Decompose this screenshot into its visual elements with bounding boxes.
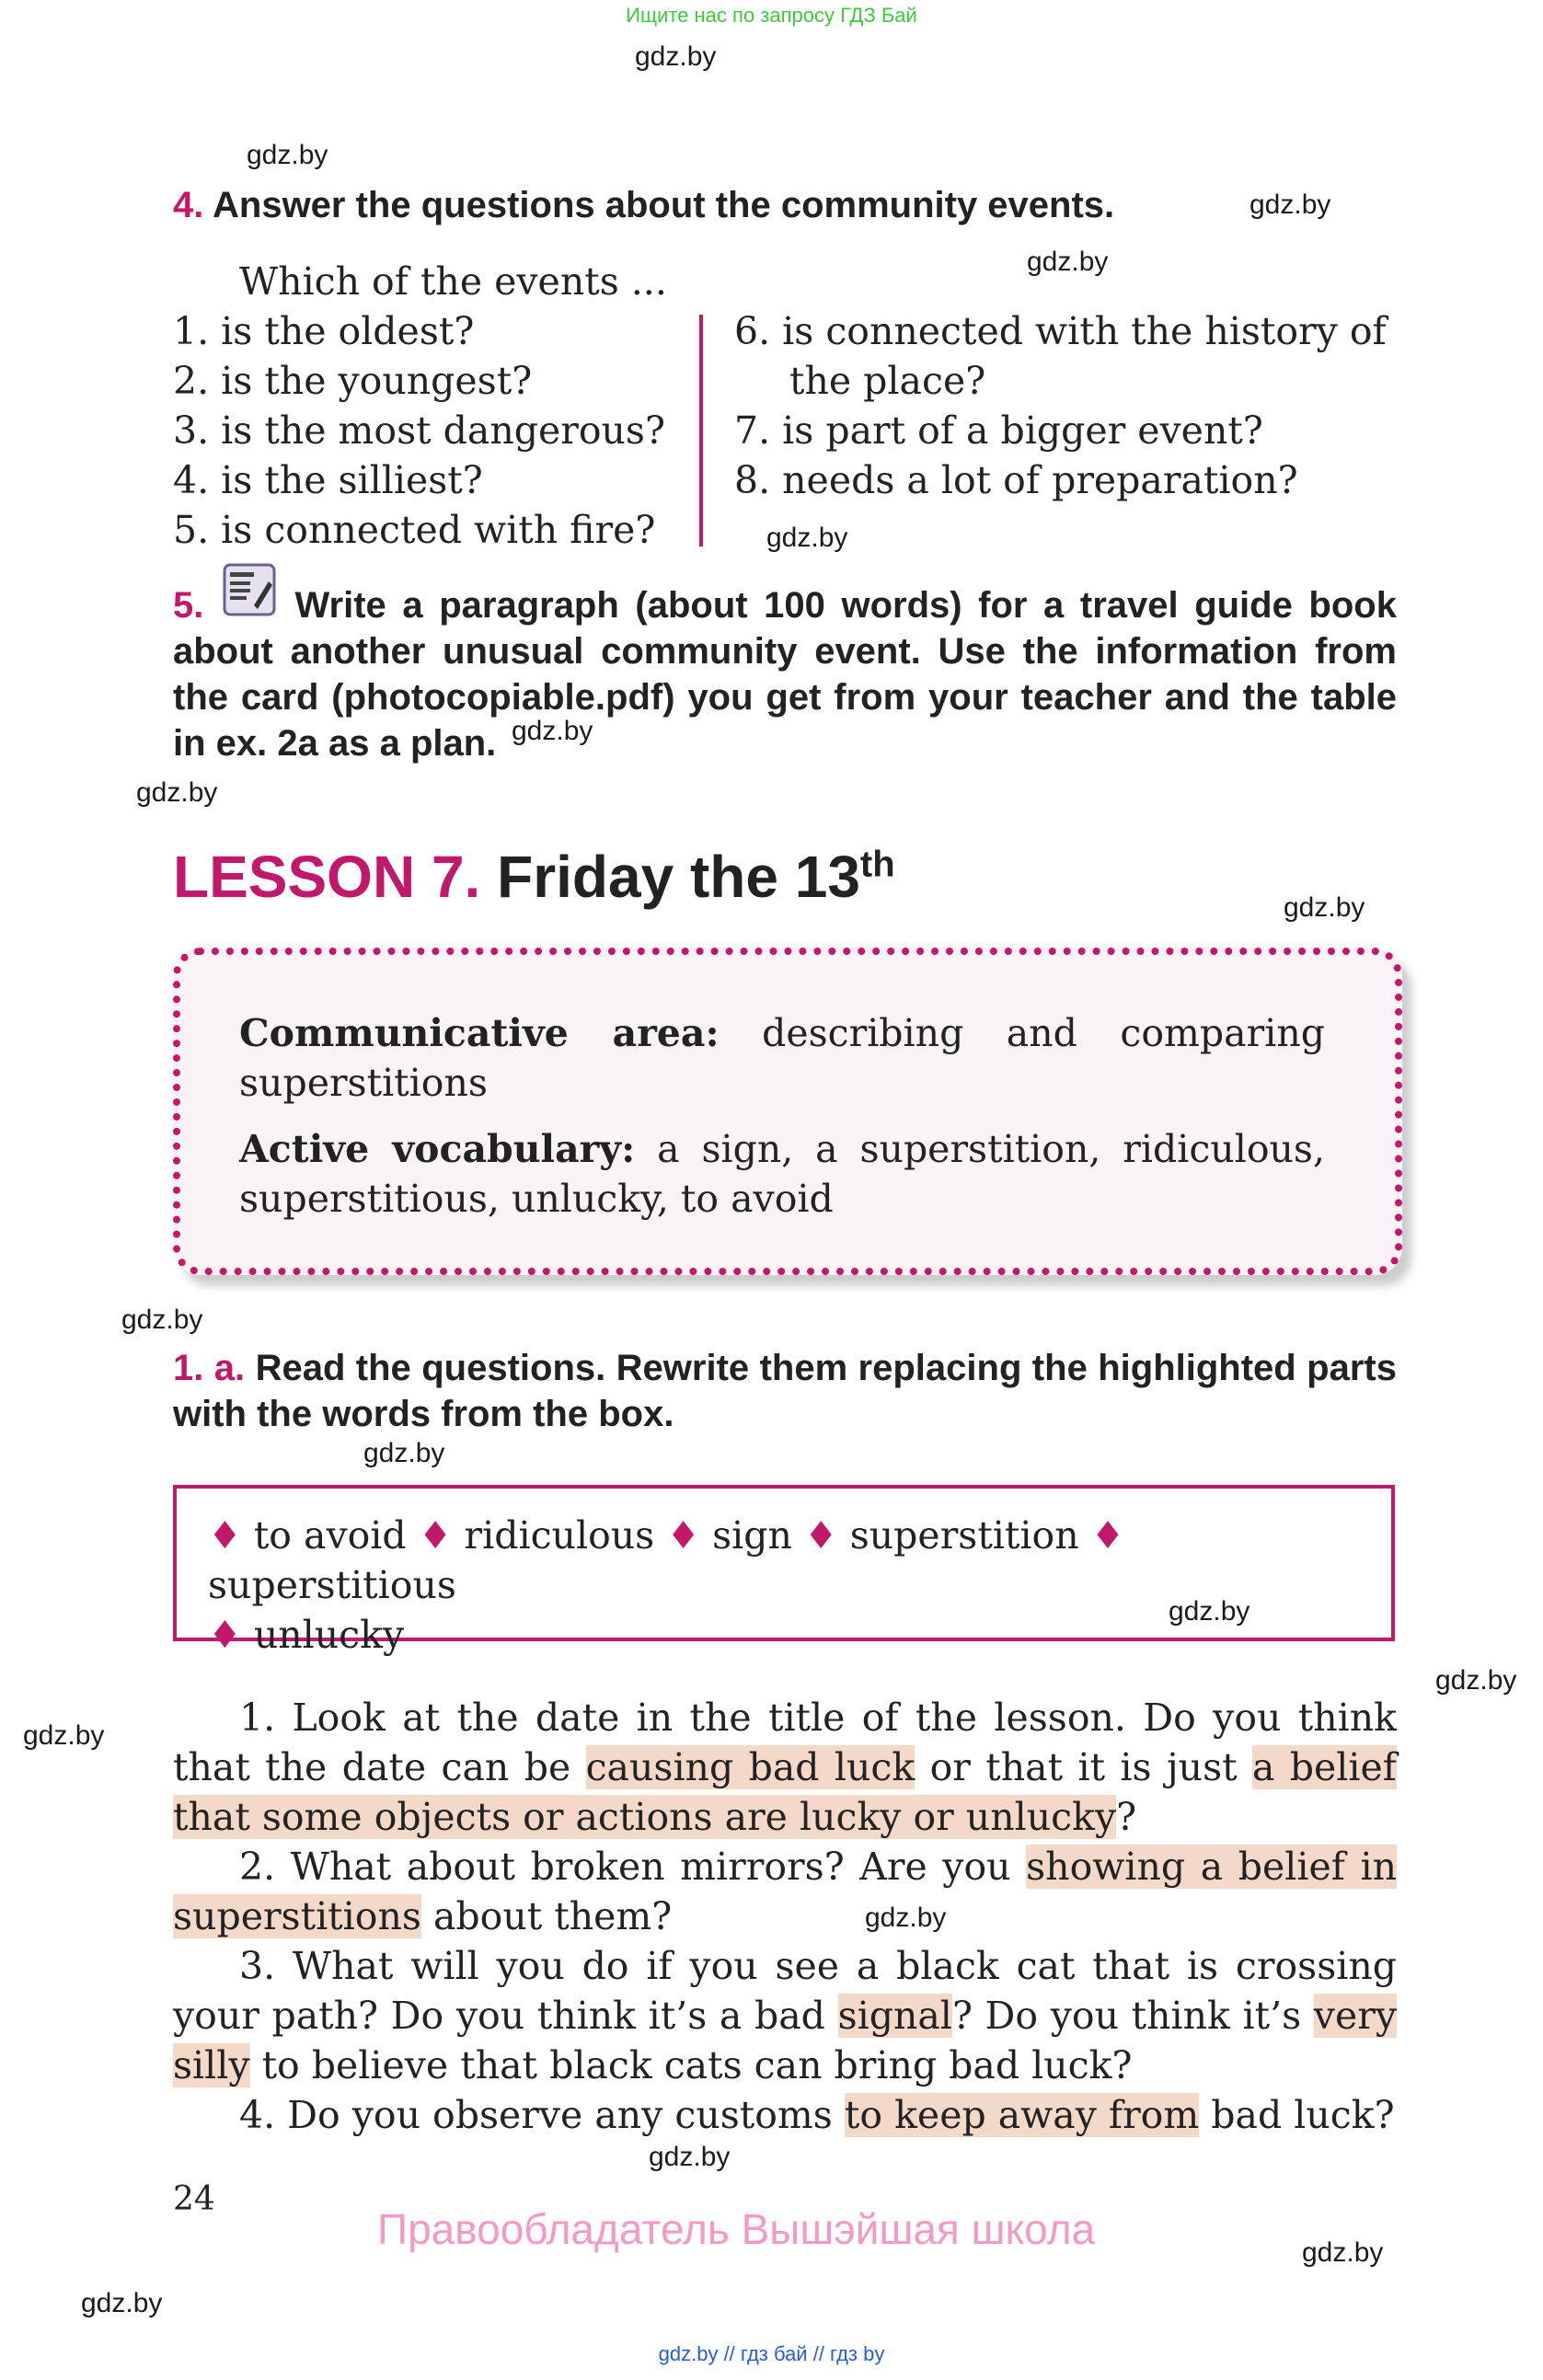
- diamond-icon: ♦: [418, 1513, 453, 1558]
- diamond-icon: ♦: [1090, 1513, 1125, 1558]
- highlighted-phrase: signal: [837, 1994, 952, 2038]
- task-5: [173, 582, 1397, 766]
- lesson-name: Friday the 13: [497, 844, 860, 910]
- vocab-label: Active vocabulary:: [239, 1127, 636, 1171]
- question-item: 8. needs a lot of preparation?: [734, 458, 1298, 502]
- watermark: gdz.by: [121, 1305, 203, 1335]
- question-text: 3. What will you do if you see a black cat that is crossing your path? Do you think it’s a bad: [173, 1944, 1397, 2038]
- watermark: gdz.by: [1249, 190, 1331, 220]
- watermark: gdz.by: [136, 777, 218, 808]
- watermark: gdz.by: [512, 716, 593, 746]
- watermark: gdz.by: [247, 140, 328, 170]
- copyright-notice: Правообладатель Вышэйшая школа: [377, 2205, 1096, 2253]
- objectives-box: [173, 948, 1402, 1275]
- watermark: gdz.by: [81, 2288, 163, 2318]
- watermark: gdz.by: [1027, 247, 1109, 277]
- question-text: about them?: [420, 1894, 673, 1938]
- highlighted-phrase: to keep away from: [844, 2093, 1200, 2137]
- highlighted-phrase: very silly: [173, 1994, 1397, 2087]
- task-1a: [173, 1345, 1397, 1437]
- task-instruction: Write a paragraph (about 100 words) for a travel guide book about another unusual community event. Use the information from the card (photocopiable.pdf) you get from your teacher and the table in ex. 2a as a plan.: [173, 585, 1397, 764]
- watermark: gdz.by: [649, 2142, 731, 2172]
- column-divider: [699, 315, 703, 546]
- search-hint: Ищите нас по запросу ГДЗ Бай: [626, 4, 917, 27]
- diamond-icon: ♦: [208, 1613, 242, 1657]
- watermark: gdz.by: [865, 1903, 947, 1933]
- question-text: 2. What about broken mirrors? Are you: [239, 1845, 1027, 1889]
- question-text: or that it is just: [915, 1745, 1252, 1789]
- question-3: [173, 1941, 1397, 2090]
- task-instruction: Answer the questions about the community events.: [213, 185, 1115, 225]
- lesson-sup: th: [859, 844, 895, 885]
- watermark: gdz.by: [363, 1438, 445, 1468]
- highlighted-phrase: causing bad luck: [585, 1745, 915, 1789]
- question-item: the place?: [789, 359, 986, 403]
- question-item: 5. is connected with fire?: [173, 508, 656, 552]
- word-item: ridiculous: [464, 1513, 655, 1558]
- watermark: gdz.by: [23, 1720, 105, 1751]
- task-number: 1. a.: [173, 1348, 246, 1388]
- diamond-icon: ♦: [803, 1513, 838, 1558]
- watermark: gdz.by: [1284, 892, 1365, 923]
- communicative-area: [239, 1008, 1325, 1108]
- lesson-title: [173, 843, 895, 911]
- question-item: 1. is the oldest?: [173, 309, 475, 353]
- lesson-label: LESSON 7.: [173, 844, 481, 910]
- question-text: 1. Look at the date in the title of the lesson. Do you think that the date can be: [173, 1696, 1397, 1789]
- watermark: gdz.by: [635, 41, 717, 72]
- watermark: gdz.by: [1435, 1665, 1517, 1696]
- area-label: Communicative area:: [239, 1011, 720, 1055]
- task-instruction: Read the questions. Rewrite them replacing the highlighted parts with the words from the box.: [173, 1348, 1397, 1434]
- question-text: ?: [1116, 1795, 1137, 1839]
- word-item: sign: [712, 1513, 792, 1558]
- page-number: 24: [173, 2180, 215, 2218]
- watermark: gdz.by: [1169, 1596, 1250, 1627]
- area-text: describing and comparing superstitions: [239, 1011, 1325, 1105]
- word-item: to avoid: [253, 1513, 407, 1558]
- task-number: 4.: [173, 185, 204, 225]
- question-text: ? Do you think it’s: [951, 1994, 1314, 2038]
- question-text: to believe that black cats can bring bad luck?: [249, 2043, 1133, 2087]
- question-2: [173, 1842, 1397, 1941]
- task-number: 5.: [173, 585, 204, 626]
- word-item: superstition: [849, 1513, 1079, 1558]
- diamond-icon: ♦: [208, 1513, 242, 1558]
- word-item: superstitious: [208, 1563, 456, 1607]
- watermark: gdz.by: [766, 523, 848, 553]
- task-4-lead: Which of the events ...: [239, 259, 667, 304]
- vocab-text: a sign, a superstition, ridiculous, superstitious, unlucky, to avoid: [239, 1127, 1325, 1221]
- question-1: [173, 1693, 1397, 1842]
- highlighted-phrase: showing a belief in superstitions: [173, 1845, 1397, 1938]
- question-item: 6. is connected with the history of: [734, 309, 1387, 353]
- word-list: [208, 1511, 1367, 1660]
- task-4-heading: [173, 182, 1114, 228]
- bottom-links[interactable]: gdz.by // гдз бай // гдз by: [658, 2342, 885, 2365]
- question-item: 4. is the silliest?: [173, 458, 483, 502]
- question-item: 3. is the most dangerous?: [173, 408, 665, 453]
- watermark: gdz.by: [1302, 2237, 1384, 2268]
- highlighted-phrase: a belief that some objects or actions are lucky or unlucky: [173, 1745, 1397, 1839]
- question-item: 7. is part of a bigger event?: [734, 408, 1263, 453]
- active-vocabulary: [239, 1124, 1325, 1224]
- question-text: bad luck?: [1199, 2093, 1395, 2137]
- question-item: 2. is the youngest?: [173, 359, 533, 403]
- diamond-icon: ♦: [666, 1513, 701, 1558]
- word-item: unlucky: [253, 1613, 405, 1657]
- question-text: 4. Do you observe any customs: [239, 2093, 845, 2137]
- question-4: [173, 2090, 1397, 2140]
